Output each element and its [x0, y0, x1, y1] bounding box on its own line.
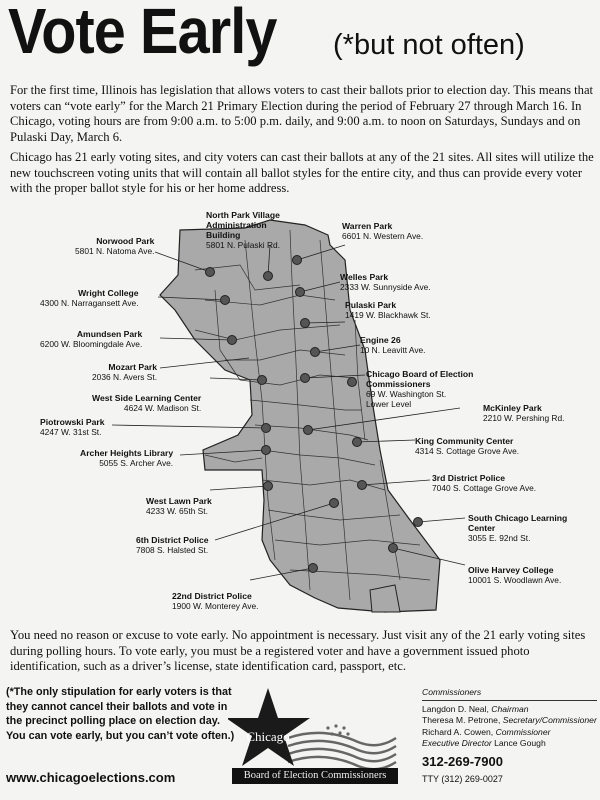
site-address: 2210 W. Pershing Rd. — [483, 413, 565, 423]
site-address: 4624 W. Madison St. — [123, 403, 202, 413]
commissioners-header: Commissioners — [422, 687, 597, 701]
site-address: 6200 W. Bloomingdale Ave. — [40, 339, 143, 349]
site-name: West Side Learning Center — [92, 393, 202, 403]
site-label — [75, 236, 154, 256]
site-address: 69 W. Washington St. — [366, 389, 447, 399]
site-label — [40, 417, 104, 437]
site-name: West Lawn Park — [146, 496, 212, 506]
site-name: South Chicago Learning Center — [468, 513, 568, 533]
site-address: 7808 S. Halsted St. — [136, 545, 209, 555]
commissioner-row — [422, 727, 597, 739]
site-name: Archer Heights Library — [80, 448, 174, 458]
site-label — [468, 565, 561, 585]
early-voting-map — [0, 200, 600, 620]
site-label — [40, 329, 142, 349]
commissioners-block — [422, 687, 597, 750]
site-label — [360, 335, 426, 355]
site-label — [92, 393, 201, 413]
website-link[interactable]: www.chicagoelections.com — [6, 770, 176, 785]
logo-band: Board of Election Commissioners — [232, 768, 398, 784]
site-name: 3rd District Police — [432, 473, 506, 483]
site-label — [92, 362, 157, 382]
commissioner-role: Secretary/Commissioner — [502, 715, 597, 725]
executive-row — [422, 738, 597, 750]
commissioner-row — [422, 704, 597, 716]
site-label — [342, 221, 423, 241]
commissioner-name: Langdon D. Neal, — [422, 703, 489, 714]
site-name: Chicago Board of Election Commissioners — [366, 369, 474, 389]
site-label — [345, 300, 431, 320]
commissioner-role: Chairman — [491, 703, 529, 714]
executive-role: Executive Director — [422, 738, 492, 748]
site-label — [340, 272, 431, 292]
site-label — [136, 535, 209, 555]
body-paragraph: You need no reason or excuse to vote early. No appointment is necessary. Just visit any of the 21 early voting sites during polling hours. To vote early, you must be a registered voter and have a government issued photo identification, such as a driver’s license, state identification card, passport, etc. — [10, 628, 586, 673]
site-address: 4314 S. Cottage Grove Ave. — [415, 446, 520, 456]
site-label — [80, 448, 173, 468]
site-address: 10001 S. Woodlawn Ave. — [468, 575, 562, 585]
site-name: Pulaski Park — [345, 300, 397, 310]
site-address: 2333 W. Sunnyside Ave. — [340, 282, 431, 292]
site-address: 5055 S. Archer Ave. — [99, 458, 174, 468]
site-name: Wright College — [78, 288, 139, 298]
phone-number: 312-269-7900 — [422, 754, 503, 769]
commissioner-role: Commissioner — [495, 726, 551, 737]
site-name: North Park Village Administration Building — [206, 210, 280, 240]
site-address: 6601 N. Western Ave. — [342, 231, 424, 241]
star-icon — [228, 688, 310, 766]
site-label — [483, 403, 564, 423]
site-name: Warren Park — [342, 221, 393, 231]
site-label — [432, 473, 536, 493]
site-address: 1419 W. Blackhawk St. — [345, 310, 431, 320]
site-address: 10 N. Leavitt Ave. — [360, 345, 426, 355]
site-name: Mozart Park — [108, 362, 158, 372]
site-label — [468, 513, 568, 543]
tty-number: TTY (312) 269-0027 — [422, 774, 503, 784]
logo-word: Chicago — [246, 729, 290, 744]
site-label — [366, 369, 481, 409]
site-label — [206, 210, 296, 250]
site-address: 7040 S. Cottage Grove Ave. — [432, 483, 537, 493]
site-label — [172, 591, 258, 611]
executive-name: Lance Gough — [494, 738, 546, 748]
intro-paragraph-1: For the first time, Illinois has legislation that allows voters to cast their ballots prior to election day. This means that voters can “vote early” for the March 21 Primary Election during the period of February 27 through March 16. In Chicago, voting hours are from 9:00 a.m. to 5:00 p.m. daily, and 9:00 a.m. to noon on Saturdays, Sundays and on Pulaski Day, March 6. — [10, 83, 594, 144]
site-name: 6th District Police — [136, 535, 209, 545]
site-name: Olive Harvey College — [468, 565, 554, 575]
site-name: King Community Center — [415, 436, 514, 446]
site-name: 22nd District Police — [172, 591, 252, 601]
site-address: 4233 W. 65th St. — [146, 506, 208, 516]
intro-paragraph-2: Chicago has 21 early voting sites, and city voters can cast their ballots at any of the 21 sites. All sites will utilize the new touchscreen voting units that will contain all ballot styles for the entire city, and thus can provide every voter with the proper ballot style for his or her home address. — [10, 150, 594, 195]
site-address: 5801 N. Pulaski Rd. — [206, 240, 281, 250]
site-name: Engine 26 — [360, 335, 401, 345]
site-name: Amundsen Park — [76, 329, 143, 339]
site-name: Norwood Park — [96, 236, 155, 246]
commissioner-row — [422, 715, 597, 727]
site-address: 3055 E. 92nd St. — [468, 533, 531, 543]
site-address: 2036 N. Avers St. — [92, 372, 158, 382]
site-name: Piotrowski Park — [40, 417, 105, 427]
page-subtitle: (*but not often) — [333, 29, 525, 61]
site-address: 4300 N. Narragansett Ave. — [40, 298, 139, 308]
site-label — [40, 288, 139, 308]
commissioner-name: Richard A. Cowen, — [422, 726, 494, 737]
flag-stripes — [288, 733, 396, 769]
site-label — [146, 496, 212, 516]
site-address: 5801 N. Natoma Ave. — [75, 246, 155, 256]
site-label — [415, 436, 519, 456]
site-name: McKinley Park — [483, 403, 542, 413]
page-title: Vote Early — [8, 0, 277, 67]
stipulation-note: (*The only stipulation for early voters is that they cannot cancel their ballots and vote in the precinct polling place on election day. You can vote early, but you can’t vote often.) — [6, 686, 235, 742]
site-address-extra: Lower Level — [366, 399, 412, 409]
site-name: Welles Park — [340, 272, 389, 282]
site-address: 4247 W. 31st St. — [40, 427, 102, 437]
commissioner-name: Theresa M. Petrone, — [422, 715, 501, 725]
site-address: 1900 W. Monterey Ave. — [172, 601, 259, 611]
